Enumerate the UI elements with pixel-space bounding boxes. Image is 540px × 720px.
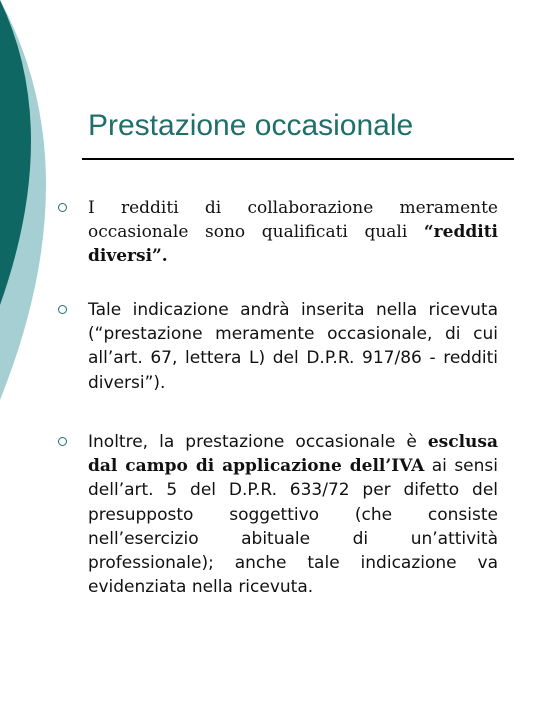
bullet-text: Tale indicazione andrà inserita nella ricevuta (“prestazione meramente occasionale, di cui all’art. 67, lettera L) del D.P.R. 917/86 - redditi diversi”). [88,300,498,393]
slide-title: Prestazione occasionale [88,109,414,142]
bullet-text-part: I redditi di collaborazione meramente occasionale sono qualificati quali [88,198,498,243]
bullet-circle-icon [58,437,67,446]
bullet-item [58,298,500,395]
bullet-text [88,430,498,599]
bullet-text-bold: esclusa dal campo di applicazione dell’IVA [88,432,498,477]
bullet-text-bold: “redditi diversi”. [88,222,498,267]
bullet-circle-icon [58,305,67,314]
bullet-text-part: ai sensi dell’art. 5 del D.P.R. 633/72 per difetto del presupposto soggettivo (che consiste nell’esercizio abituale di un’attività professionale); anche tale indicazione va evidenziata nella ricevuta. [88,456,498,598]
bullet-text-part: Inoltre, la prestazione occasionale è [88,432,428,452]
bullet-circle-icon [58,203,67,212]
bullet-text [88,196,498,269]
bullet-item [58,430,500,599]
bullet-item [58,196,500,269]
